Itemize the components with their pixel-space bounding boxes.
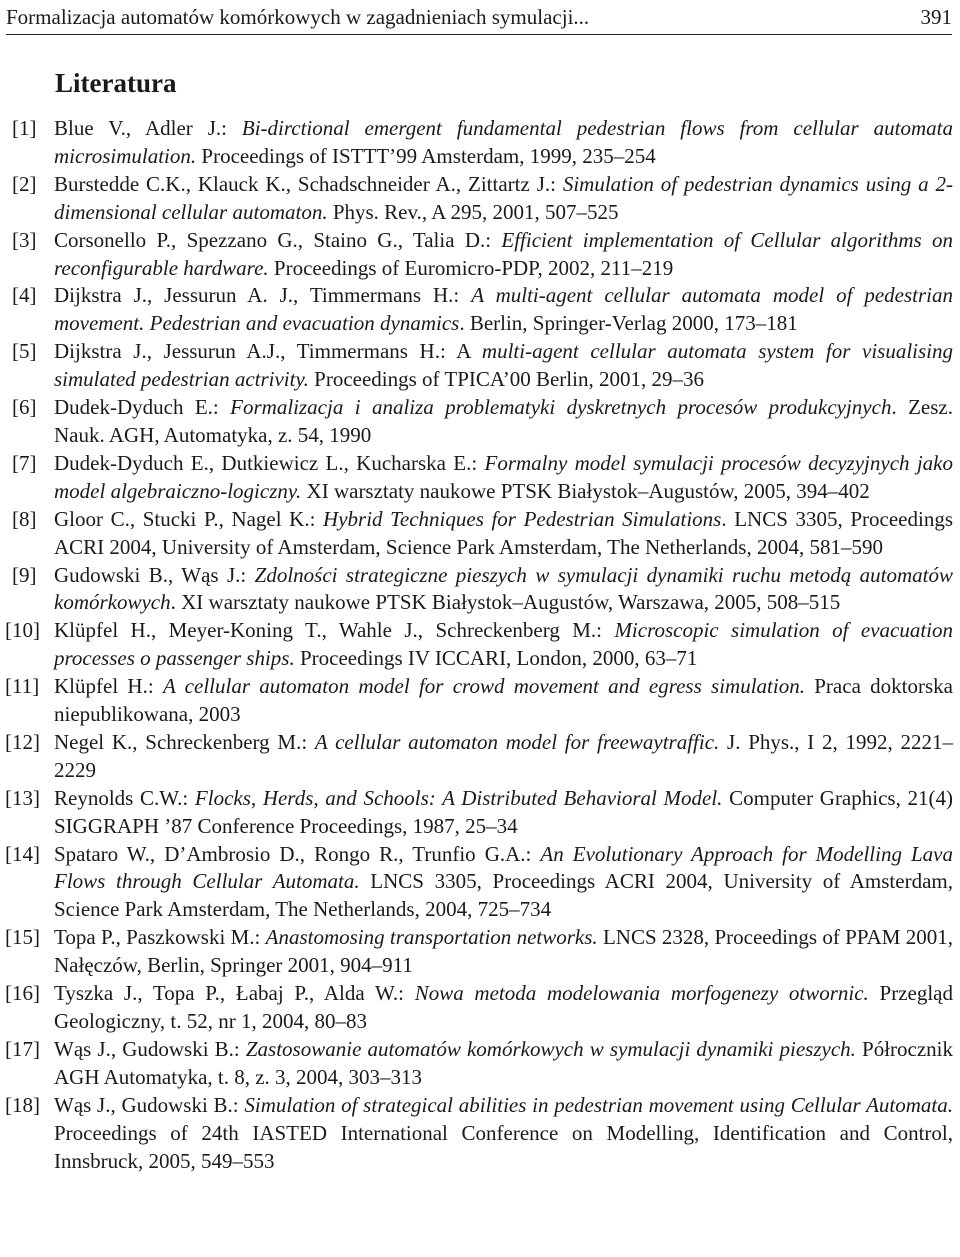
reference-item xyxy=(0,394,953,450)
reference-title: Efficient implementation of Cellular algorithms on reconfigurable hardware. xyxy=(54,227,953,280)
reference-title: Formalny model symulacji procesów decyzyjnych jako model algebraiczno-logiczny. xyxy=(54,450,953,503)
reference-item xyxy=(0,115,953,171)
reference-number: [8] xyxy=(12,506,37,531)
reference-title: multi-agent cellular automata system for visualising simulated pedestrian actrivity. xyxy=(54,339,954,392)
reference-number: [10] xyxy=(5,618,40,643)
reference-item xyxy=(0,729,953,785)
reference-source: Proceedings of ISTTT’99 Amsterdam, 1999, 235–254 xyxy=(196,143,656,168)
running-header xyxy=(6,0,952,30)
section-title: Literatura xyxy=(55,68,177,98)
reference-number: [1] xyxy=(12,116,37,140)
reference-source: Półrocznik AGH Automatyka, t. 8, z. 3, 2004, 303–313 xyxy=(54,1036,954,1089)
reference-number: [2] xyxy=(12,171,37,196)
reference-title: Simulation of pedestrian dynamics using a 2-dimensional cellular automaton. xyxy=(54,171,953,224)
reference-item xyxy=(0,506,953,562)
reference-source: J. Phys., I 2, 1992, 2221–2229 xyxy=(54,729,953,782)
reference-title: A cellular automaton model for freewaytraffic. xyxy=(314,729,720,754)
reference-list xyxy=(0,115,960,1175)
reference-title: Formalizacja i analiza problematyki dyskretnych procesów produkcyjnych xyxy=(230,395,892,420)
reference-item xyxy=(0,841,953,925)
reference-title: Simulation of strategical abilities in pedestrian movement using Cellular Automata. xyxy=(244,1092,953,1117)
reference-item xyxy=(0,980,953,1036)
reference-number: [4] xyxy=(12,283,37,308)
reference-title: A multi-agent cellular automata model of pedestrian movement. Pedestrian and evacuation dynamics xyxy=(54,283,953,336)
reference-source: . Zesz. Nauk. AGH, Automatyka, z. 54, 1990 xyxy=(54,395,953,447)
reference-authors: Dijkstra J., Jessurun A.J., Timmermans H.: A xyxy=(54,339,482,364)
reference-number: [3] xyxy=(12,227,37,252)
reference-authors: Wąs J., Gudowski B.: xyxy=(54,1036,246,1061)
reference-title: Bi-dirctional emergent fundamental pedestrian flows from cellular automata microsimulation. xyxy=(54,116,953,168)
reference-title: An Evolutionary Approach for Modelling Lava Flows through Cellular Automata. xyxy=(54,841,953,894)
reference-item xyxy=(0,338,953,394)
reference-authors: Spataro W., D’Ambrosio D., Rongo R., Trunfio G.A.: xyxy=(54,841,541,866)
reference-authors: Wąs J., Gudowski B.: xyxy=(54,1092,245,1117)
reference-authors: Blue V., Adler J.: xyxy=(54,116,242,140)
reference-title: Flocks, Herds, and Schools: A Distributed Behavioral Model. xyxy=(194,785,723,810)
reference-item xyxy=(0,282,953,338)
reference-number: [13] xyxy=(5,785,40,810)
reference-authors: Dudek-Dyduch E.: xyxy=(54,395,231,420)
reference-item xyxy=(0,227,953,283)
reference-item xyxy=(0,171,953,227)
reference-item xyxy=(0,785,953,841)
reference-authors: Tyszka J., Topa P., Łabaj P., Alda W.: xyxy=(54,981,415,1006)
reference-title: Zastosowanie automatów komórkowych w symulacji dynamiki pieszych. xyxy=(245,1036,856,1061)
reference-source: LNCS 2328, Proceedings of PPAM 2001, Nałęczów, Berlin, Springer 2001, 904–911 xyxy=(54,925,953,978)
reference-authors: Dudek-Dyduch E., Dutkiewicz L., Kucharska E.: xyxy=(54,450,485,475)
reference-title: Zdolności strategiczne pieszych w symulacji dynamiki ruchu metodą automatów komórkowych xyxy=(54,562,953,615)
reference-authors: Klüpfel H., Meyer-Koning T., Wahle J., Schreckenberg M.: xyxy=(54,618,615,643)
reference-source: XI warsztaty naukowe PTSK Białystok–Augustów, 2005, 394–402 xyxy=(301,478,870,503)
page-number: 391 xyxy=(920,5,952,29)
header-rule xyxy=(6,34,952,35)
reference-number: [5] xyxy=(12,339,37,364)
reference-source: Proceedings IV ICCARI, London, 2000, 63–71 xyxy=(294,646,698,671)
reference-source: . Berlin, Springer-Verlag 2000, 173–181 xyxy=(459,311,798,336)
reference-source: Computer Graphics, 21(4) SIGGRAPH ’87 Conference Proceedings, 1987, 25–34 xyxy=(54,785,953,838)
reference-source: . XI warsztaty naukowe PTSK Białystok–Augustów, Warszawa, 2005, 508–515 xyxy=(170,590,841,615)
reference-source: Phys. Rev., A 295, 2001, 507–525 xyxy=(327,199,619,224)
reference-number: [11] xyxy=(5,674,40,699)
reference-authors: Reynolds C.W.: xyxy=(54,785,195,810)
reference-item xyxy=(0,450,953,506)
reference-number: [6] xyxy=(12,395,37,420)
running-header-title: Formalizacja automatów komórkowych w zagadnieniach symulacji... xyxy=(6,5,590,29)
reference-title: Hybrid Techniques for Pedestrian Simulations xyxy=(323,506,722,531)
reference-source: Proceedings of Euromicro-PDP, 2002, 211–219 xyxy=(268,255,674,280)
reference-source: LNCS 3305, Proceedings ACRI 2004, University of Amsterdam, Science Park Amsterdam, The Netherlands, 2004, 725–734 xyxy=(54,869,953,922)
reference-title: A cellular automaton model for crowd movement and egress simulation. xyxy=(162,674,805,699)
reference-authors: Klüpfel H.: xyxy=(54,674,163,699)
reference-authors: Corsonello P., Spezzano G., Staino G., Talia D.: xyxy=(54,227,502,252)
reference-number: [12] xyxy=(5,729,40,754)
reference-authors: Dijkstra J., Jessurun A. J., Timmermans H.: xyxy=(54,283,472,308)
reference-authors: Topa P., Paszkowski M.: xyxy=(54,925,266,950)
reference-authors: Burstedde C.K., Klauck K., Schadschneider A., Zittartz J.: xyxy=(54,171,563,196)
reference-title: Anastomosing transportation networks. xyxy=(265,925,598,950)
reference-item xyxy=(0,617,953,673)
reference-item xyxy=(0,562,953,618)
reference-item xyxy=(0,1092,953,1176)
reference-number: [14] xyxy=(5,841,40,866)
reference-source: Proceedings of TPICA’00 Berlin, 2001, 29–36 xyxy=(308,367,704,392)
reference-item xyxy=(0,1036,953,1092)
reference-authors: Gloor C., Stucki P., Nagel K.: xyxy=(54,506,324,531)
reference-authors: Negel K., Schreckenberg M.: xyxy=(54,729,315,754)
reference-source: . LNCS 3305, Proceedings ACRI 2004, University of Amsterdam, Science Park Amsterdam, The Netherlands, 2004, 581–590 xyxy=(54,506,953,559)
reference-number: [18] xyxy=(5,1092,40,1117)
reference-source: Przegląd Geologiczny, t. 52, nr 1, 2004, 80–83 xyxy=(54,981,953,1033)
reference-title: Microscopic simulation of evacuation processes o passenger ships. xyxy=(54,618,954,671)
reference-source: Proceedings of 24th IASTED International Conference on Modelling, Identification and Control, Innsbruck, 2005, 549–553 xyxy=(54,1120,953,1173)
reference-title: Nowa metoda modelowania morfogenezy otwornic. xyxy=(414,981,869,1006)
reference-number: [15] xyxy=(5,925,40,950)
reference-authors: Gudowski B., Wąs J.: xyxy=(54,562,255,587)
reference-number: [16] xyxy=(5,981,40,1006)
reference-item xyxy=(0,924,953,980)
reference-source: Praca doktorska niepublikowana, 2003 xyxy=(54,674,953,727)
reference-number: [17] xyxy=(5,1036,40,1061)
reference-number: [9] xyxy=(12,562,37,587)
reference-item xyxy=(0,673,953,729)
reference-number: [7] xyxy=(12,450,37,475)
